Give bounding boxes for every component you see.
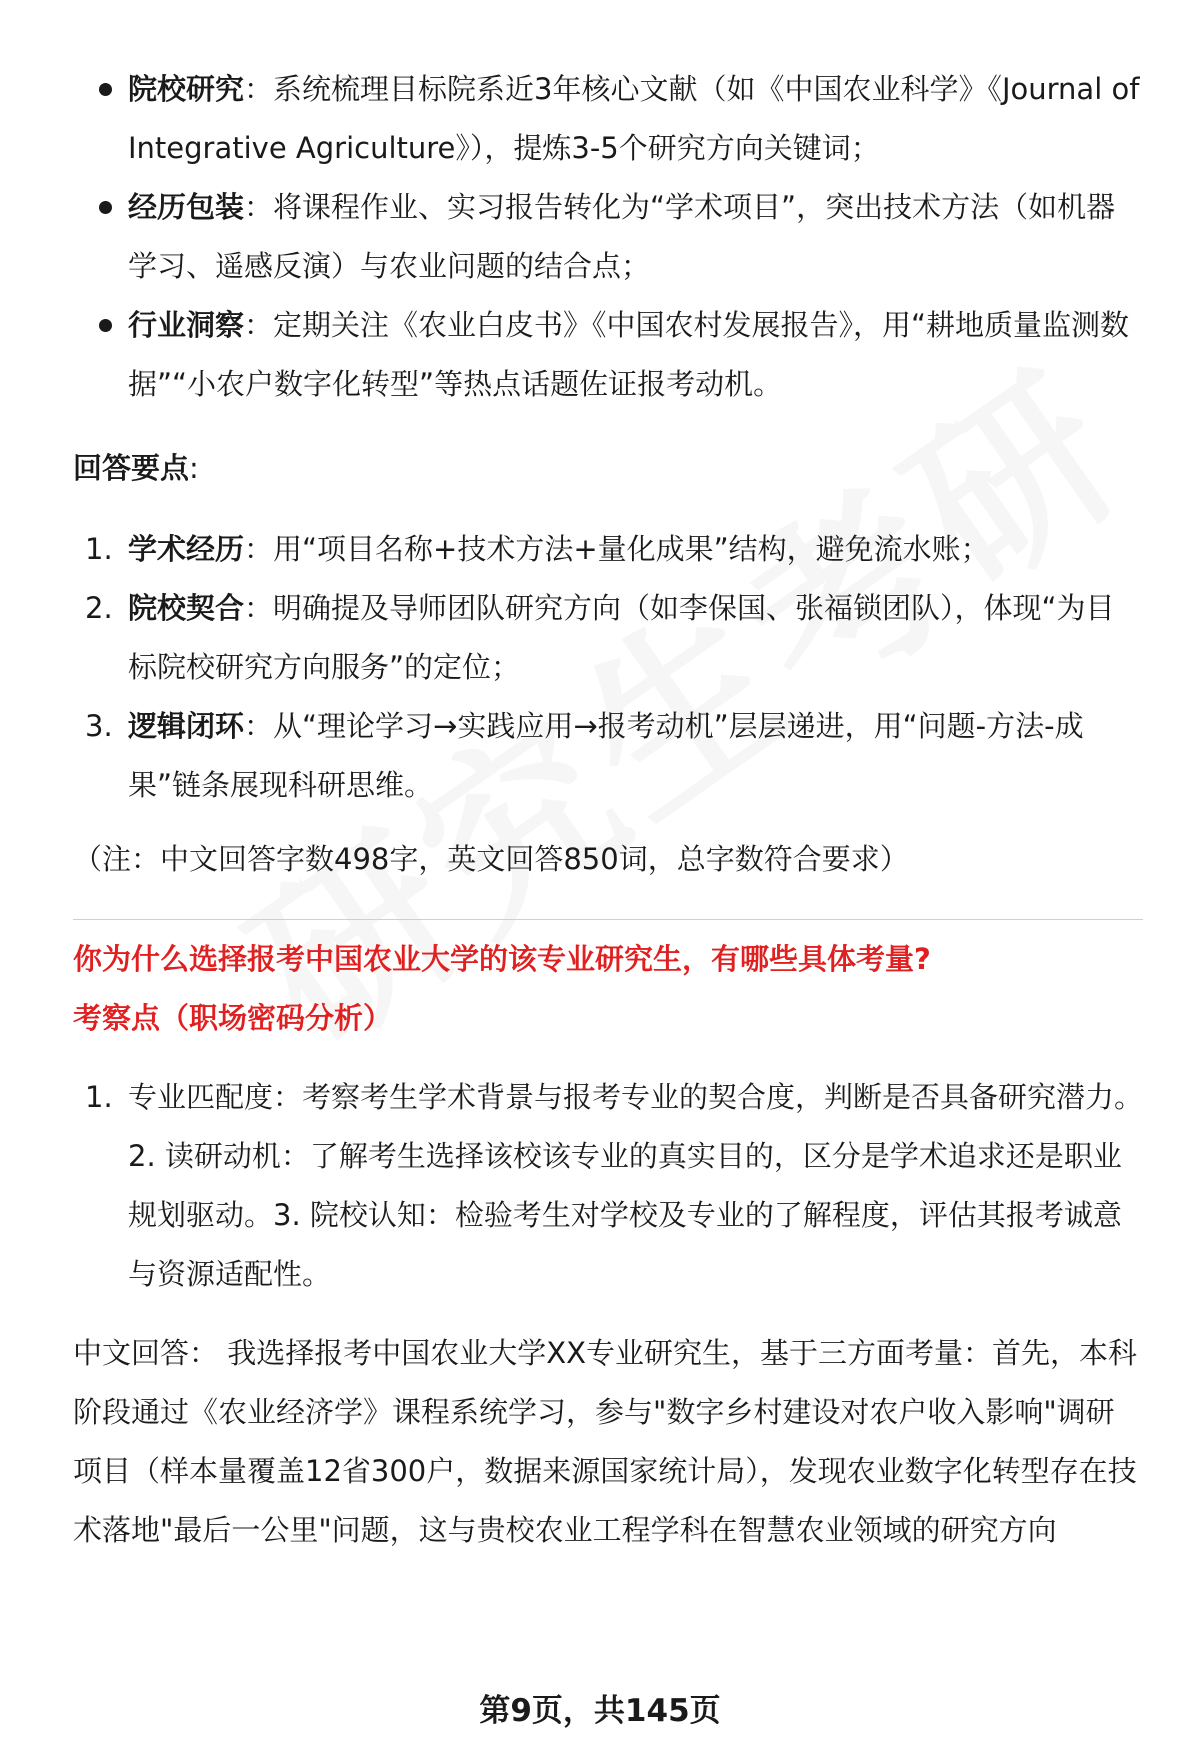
- chinese-answer-paragraph: 中文回答： 我选择报考中国农业大学XX专业研究生，基于三方面考量：首先，本科阶段通过《农业经济学》课程系统学习，参与"数字乡村建设对农户收入影响"调研项目（样本量覆盖12省300户，数据来源国家统计局），发现农业数字化转型存在技术落地"最后一公里"问题，这与贵校农业工程学科在智慧农业领域的研究方向: [73, 1336, 1137, 1547]
- word-count-note: （注：中文回答字数498字，英文回答850词，总字数符合要求）: [73, 842, 909, 876]
- item-text: ：从“理论学习→实践应用→报考动机”层层递进，用“问题-方法-成果”链条展现科研思维。: [128, 709, 1084, 802]
- page-number-footer: 第9页，共145页: [479, 1693, 721, 1729]
- item-text: 专业匹配度：考察考生学术背景与报考专业的契合度，判断是否具备研究潜力。2. 读研动机：了解考生选择该校该专业的真实目的，区分是学术追求还是职业规划驱动。3. 院校认知：检验考生对学校及专业的了解程度，评估其报考诚意与资源适配性。: [128, 1080, 1144, 1291]
- exam-points-list: [73, 1068, 1143, 1304]
- bullet-dot-icon: [99, 83, 112, 96]
- bullet-item: [73, 178, 1143, 296]
- item-text: ：明确提及导师团队研究方向（如李保国、张福锁团队），体现“为目标院校研究方向服务”的定位；: [128, 591, 1115, 684]
- list-item: [73, 697, 1143, 815]
- bullet-title: 院校研究: [128, 72, 245, 106]
- bullet-text: ：定期关注《农业白皮书》《中国农村发展报告》，用“耕地质量监测数据”“小农户数字化转型”等热点话题佐证报考动机。: [128, 308, 1130, 401]
- bullet-title: 行业洞察: [128, 308, 245, 342]
- interview-question: 你为什么选择报考中国农业大学的该专业研究生，有哪些具体考量?: [73, 942, 931, 976]
- item-number: 3.: [85, 709, 113, 743]
- list-item: [73, 520, 1143, 579]
- item-number: 1.: [85, 1080, 113, 1114]
- page-content: [73, 60, 1143, 1560]
- item-title: 院校契合: [128, 591, 245, 625]
- list-item: [73, 579, 1143, 697]
- bullet-dot-icon: [99, 319, 112, 332]
- answer-points-list: [73, 520, 1143, 815]
- strategy-bullet-list: [73, 60, 1143, 414]
- bullet-item: [73, 60, 1143, 178]
- exam-points-title: 考察点（职场密码分析）: [73, 1001, 393, 1035]
- answer-points-heading: [73, 439, 1143, 498]
- item-number: 1.: [85, 532, 113, 566]
- item-title: 逻辑闭环: [128, 709, 245, 743]
- answer-points-colon: :: [189, 451, 199, 485]
- bullet-item: [73, 296, 1143, 414]
- section-divider: [73, 919, 1143, 920]
- list-item: [73, 1068, 1143, 1304]
- bullet-text: ：将课程作业、实习报告转化为“学术项目”，突出技术方法（如机器学习、遥感反演）与农业问题的结合点；: [128, 190, 1116, 283]
- item-number: 2.: [85, 591, 113, 625]
- item-text: ：用“项目名称+技术方法+量化成果”结构，避免流水账；: [244, 532, 990, 566]
- bullet-text: ：系统梳理目标院系近3年核心文献（如《中国农业科学》《Journal of Integrative Agriculture》），提炼3-5个研究方向关键词；: [128, 72, 1140, 165]
- bullet-title: 经历包装: [128, 190, 245, 224]
- bullet-dot-icon: [99, 201, 112, 214]
- answer-points-title: 回答要点: [73, 451, 190, 485]
- item-title: 学术经历: [128, 532, 245, 566]
